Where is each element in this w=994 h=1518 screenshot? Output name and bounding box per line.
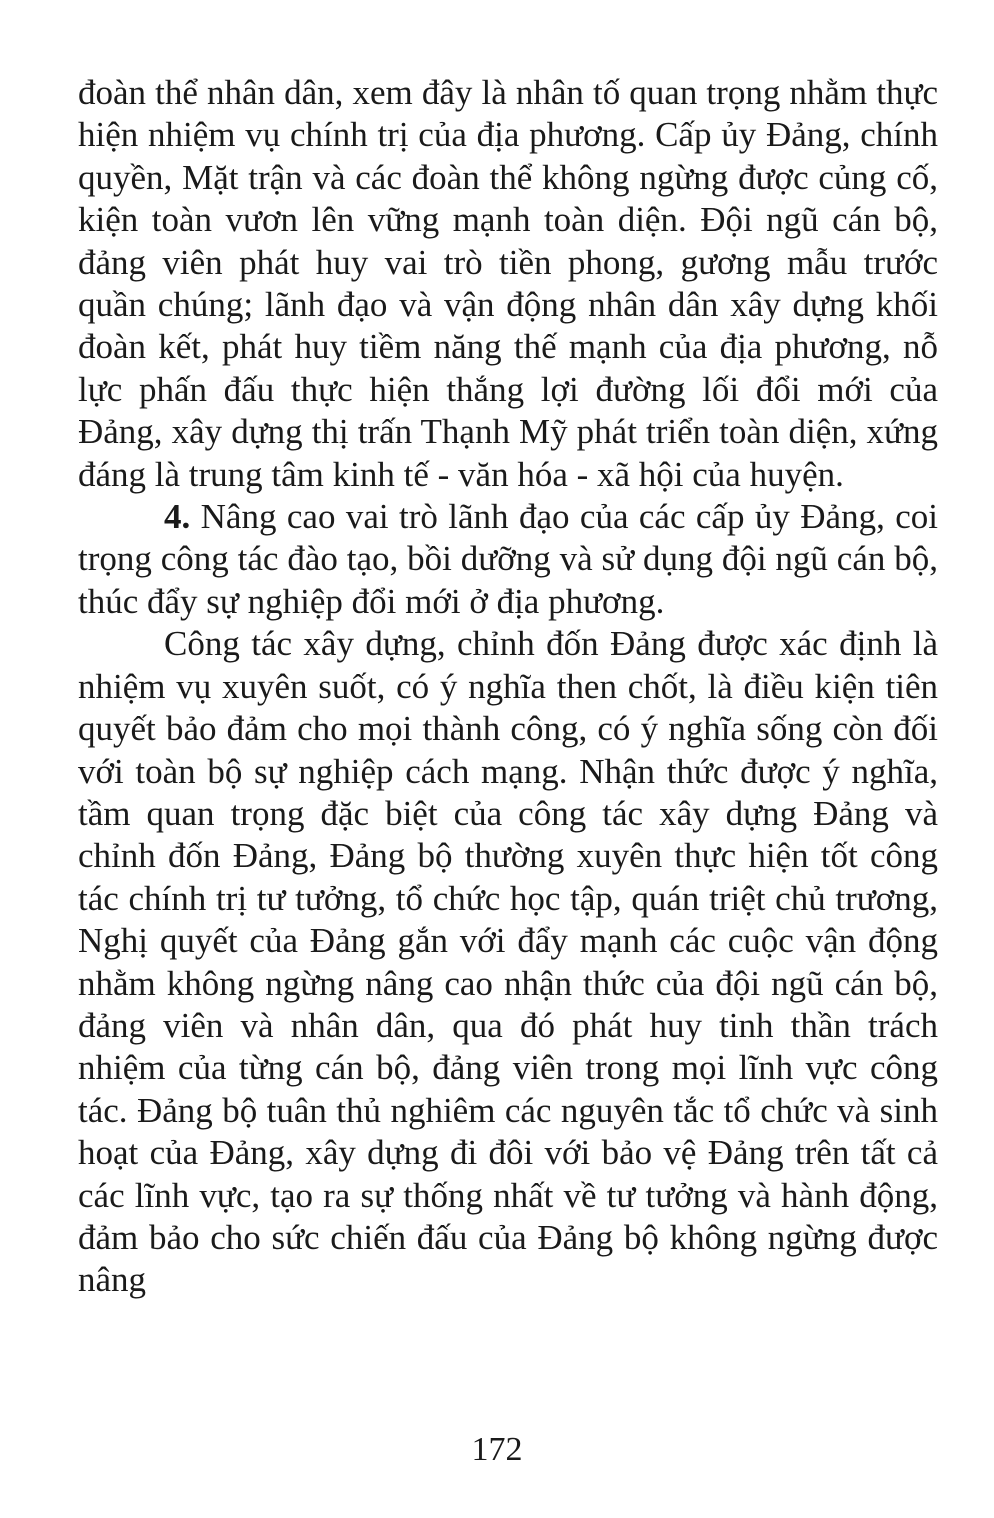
section-number: 4.: [164, 497, 191, 537]
paragraph-3: [78, 623, 938, 1302]
paragraph-1-text: đoàn thể nhân dân, xem đây là nhân tố quan trọng nhằm thực hiện nhiệm vụ chính trị của địa phương. Cấp ủy Đảng, chính quyền, Mặt trận và các đoàn thể không ngừng được củng cố, kiện toàn vươn lên vững mạnh toàn diện. Đội ngũ cán bộ, đảng viên phát huy vai trò tiền phong, gương mẫu trước quần chúng; lãnh đạo và vận động nhân dân xây dựng khối đoàn kết, phát huy tiềm năng thế mạnh của địa phương, nỗ lực phấn đấu thực hiện thắng lợi đường lối đổi mới của Đảng, xây dựng thị trấn Thạnh Mỹ phát triển toàn diện, xứng đáng là trung tâm kinh tế - văn hóa - xã hội của huyện.: [78, 73, 938, 494]
paragraph-3-text: Công tác xây dựng, chỉnh đốn Đảng được xác định là nhiệm vụ xuyên suốt, có ý nghĩa then chốt, là điều kiện tiên quyết bảo đảm cho mọi thành công, có ý nghĩa sống còn đối với toàn bộ sự nghiệp cách mạng. Nhận thức được ý nghĩa, tầm quan trọng đặc biệt của công tác xây dựng Đảng và chỉnh đốn Đảng, Đảng bộ thường xuyên thực hiện tốt công tác chính trị tư tưởng, tổ chức học tập, quán triệt chủ trương, Nghị quyết của Đảng gắn với đẩy mạnh các cuộc vận động nhằm không ngừng nâng cao nhận thức của đội ngũ cán bộ, đảng viên và nhân dân, qua đó phát huy tinh thần trách nhiệm của từng cán bộ, đảng viên trong mọi lĩnh vực công tác. Đảng bộ tuân thủ nghiêm các nguyên tắc tổ chức và sinh hoạt của Đảng, xây dựng đi đôi với bảo vệ Đảng trên tất cả các lĩnh vực, tạo ra sự thống nhất về tư tưởng và hành động, đảm bảo cho sức chiến đấu của Đảng bộ không ngừng được nâng: [78, 624, 938, 1300]
page-number: 172: [471, 1431, 523, 1468]
page-body: [78, 72, 938, 1302]
paragraph-2-text: Nâng cao vai trò lãnh đạo của các cấp ủy Đảng, coi trọng công tác đào tạo, bồi dưỡng và sử dụng đội ngũ cán bộ, thúc đẩy sự nghiệp đổi mới ở địa phương.: [78, 497, 938, 621]
paragraph-2-heading: [78, 496, 938, 623]
paragraph-1: [78, 72, 938, 496]
